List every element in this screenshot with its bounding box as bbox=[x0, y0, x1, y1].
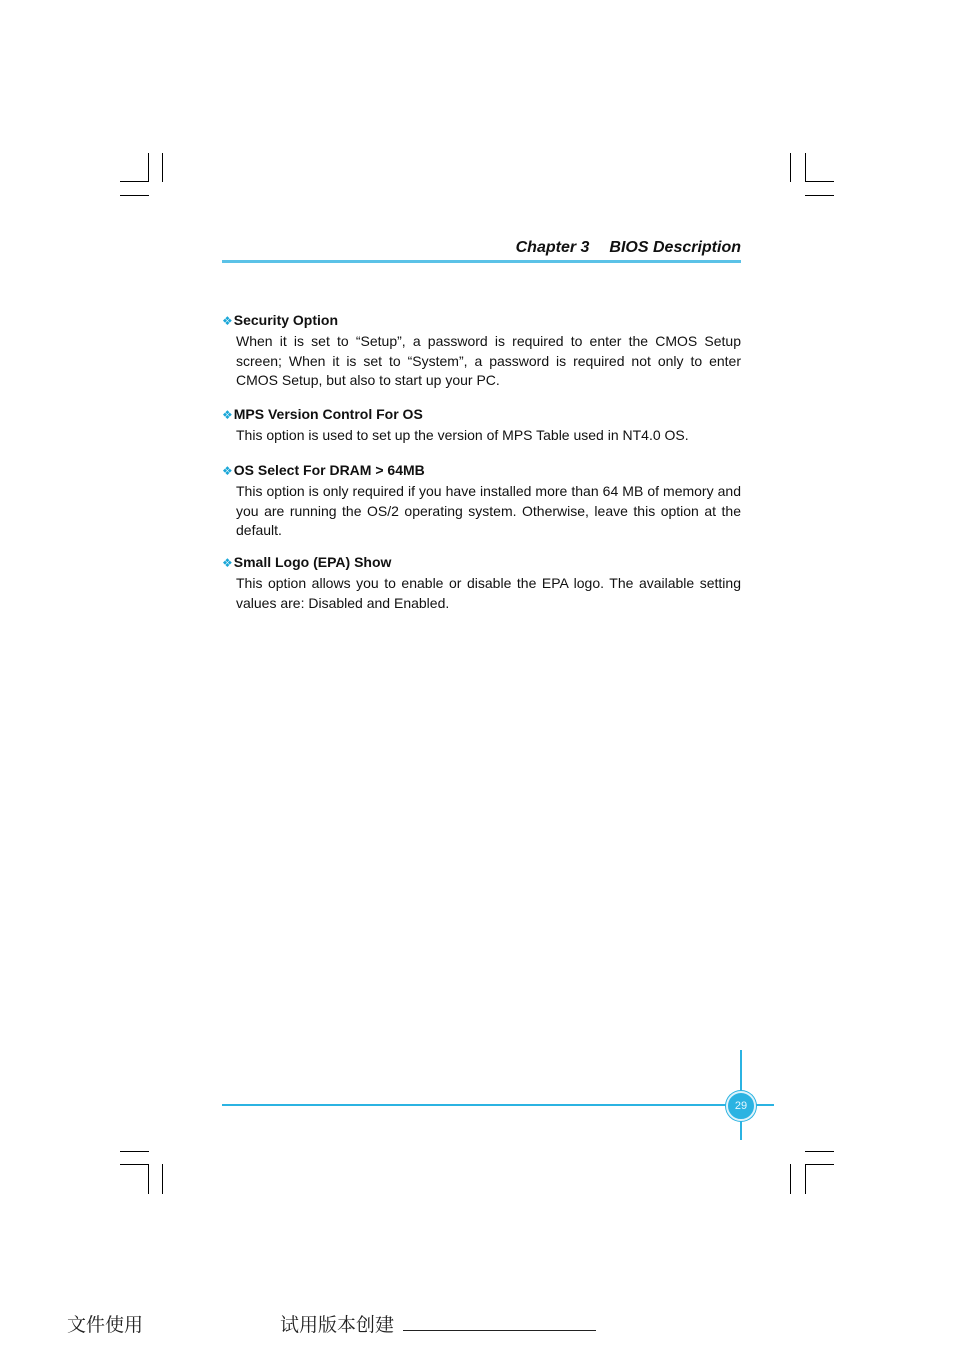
diamond-bullet-icon: ❖ bbox=[222, 464, 233, 478]
chapter-title: BIOS Description bbox=[609, 239, 741, 256]
section-os-select-dram bbox=[222, 461, 741, 541]
crop-mark bbox=[805, 153, 806, 182]
section-body: This option allows you to enable or disable the EPA logo. The available setting values are: Disabled and Enabled. bbox=[236, 575, 741, 611]
crop-mark bbox=[120, 181, 149, 182]
section-title: ❖MPS Version Control For OS bbox=[222, 406, 423, 422]
section-body: This option is only required if you have installed more than 64 MB of memory and you are running the OS/2 operating system. Otherwise, leave this option at the default. bbox=[236, 483, 741, 538]
crop-mark bbox=[120, 1164, 149, 1165]
crop-mark bbox=[148, 1164, 149, 1194]
crop-mark bbox=[805, 181, 834, 182]
section-body: This option is used to set up the version of MPS Table used in NT4.0 OS. bbox=[236, 427, 689, 443]
diamond-bullet-icon: ❖ bbox=[222, 408, 233, 422]
diamond-bullet-icon: ❖ bbox=[222, 556, 233, 570]
section-title: ❖Small Logo (EPA) Show bbox=[222, 554, 392, 570]
header-rule bbox=[222, 260, 741, 263]
crop-mark bbox=[805, 1151, 834, 1152]
diamond-bullet-icon: ❖ bbox=[222, 314, 233, 328]
crop-mark bbox=[120, 1151, 149, 1152]
section-body: When it is set to “Setup”, a password is required to enter the CMOS Setup screen; When it is set to “System”, a password is required not only to enter CMOS Setup, but also to start up your PC. bbox=[236, 333, 741, 388]
page-number-badge: 29 bbox=[726, 1091, 756, 1121]
section-mps-version-control bbox=[222, 405, 741, 446]
crop-mark bbox=[805, 195, 834, 196]
crop-mark bbox=[790, 153, 791, 182]
page-header bbox=[222, 239, 741, 257]
watermark-underline bbox=[403, 1330, 596, 1331]
crop-mark bbox=[805, 1164, 806, 1194]
section-title: ❖OS Select For DRAM > 64MB bbox=[222, 462, 425, 478]
crop-mark bbox=[148, 153, 149, 182]
crop-mark bbox=[790, 1164, 791, 1194]
footer-rule bbox=[222, 1104, 774, 1106]
section-small-logo-show bbox=[222, 553, 741, 613]
crop-mark bbox=[162, 1164, 163, 1194]
section-title: ❖Security Option bbox=[222, 312, 338, 328]
crop-mark bbox=[805, 1164, 834, 1165]
crop-mark bbox=[162, 153, 163, 182]
section-security-option bbox=[222, 311, 741, 391]
watermark-right: 试用版本创建 bbox=[280, 1314, 395, 1336]
chapter-label: Chapter 3 bbox=[515, 239, 590, 256]
watermark-left: 文件使用 bbox=[67, 1314, 144, 1336]
crop-mark bbox=[120, 195, 149, 196]
